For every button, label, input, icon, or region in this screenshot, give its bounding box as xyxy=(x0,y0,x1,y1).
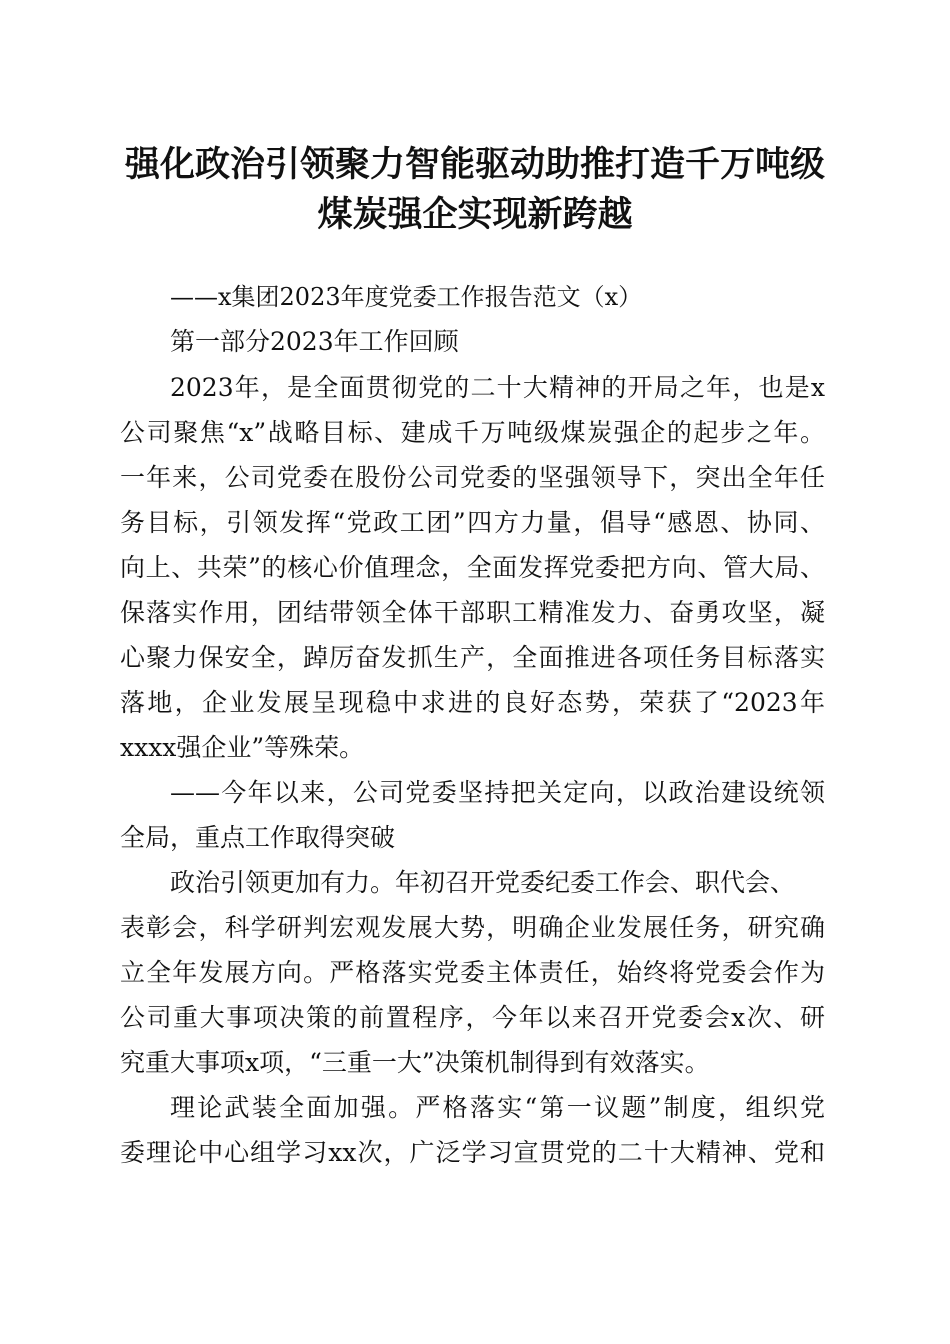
paragraph-4-line-1: 理论武装全面加强。严格落实“第一议题”制度，组织党 xyxy=(170,1093,825,1122)
paragraph-1-line-1: 2023年，是全面贯彻党的二十大精神的开局之年，也是x xyxy=(170,373,825,402)
paragraph-1-line-3: 一年来，公司党委在股份公司党委的坚强领导下，突出全年任 xyxy=(120,463,825,492)
paragraph-1-line-2: 公司聚焦“x”战略目标、建成千万吨级煤炭强企的起步之年。 xyxy=(120,418,825,447)
paragraph-2-line-1: ——今年以来，公司党委坚持把关定向，以政治建设统领 xyxy=(170,778,825,807)
paragraph-3-line-1: 政治引领更加有力。年初召开党委纪委工作会、职代会、 xyxy=(170,868,796,897)
document-title-line-1: 强化政治引领聚力智能驱动助推打造千万吨级 xyxy=(124,144,825,185)
paragraph-1-line-5: 向上、共荣”的核心价值理念，全面发挥党委把方向、管大局、 xyxy=(120,553,825,582)
paragraph-3-line-2: 表彰会，科学研判宏观发展大势，明确企业发展任务，研究确 xyxy=(120,913,825,942)
document-title-line-2: 煤炭强企实现新跨越 xyxy=(317,194,633,235)
document-subtitle: ——x集团2023年度党委工作报告范文（x） xyxy=(170,283,643,311)
paragraph-1-line-7: 心聚力保安全，踔厉奋发抓生产，全面推进各项任务目标落实 xyxy=(120,643,825,672)
paragraph-3-line-4: 公司重大事项决策的前置程序，今年以来召开党委会x次、研 xyxy=(120,1003,825,1032)
paragraph-1-line-8: 落地，企业发展呈现稳中求进的良好态势，荣获了“2023年 xyxy=(120,688,825,717)
paragraph-1-line-4: 务目标，引领发挥“党政工团”四方力量，倡导“感恩、协同、 xyxy=(120,508,825,537)
section-heading: 第一部分2023年工作回顾 xyxy=(170,327,459,356)
paragraph-2-line-2: 全局，重点工作取得突破 xyxy=(120,823,396,852)
paragraph-1-line-6: 保落实作用，团结带领全体干部职工精准发力、奋勇攻坚，凝 xyxy=(120,598,825,627)
paragraph-1-line-9: xxxx强企业”等殊荣。 xyxy=(120,733,365,762)
paragraph-4-line-2: 委理论中心组学习xx次，广泛学习宣贯党的二十大精神、党和 xyxy=(120,1138,825,1167)
paragraph-3-line-5: 究重大事项x项，“三重一大”决策机制得到有效落实。 xyxy=(120,1048,710,1077)
paragraph-3-line-3: 立全年发展方向。严格落实党委主体责任，始终将党委会作为 xyxy=(120,958,825,987)
